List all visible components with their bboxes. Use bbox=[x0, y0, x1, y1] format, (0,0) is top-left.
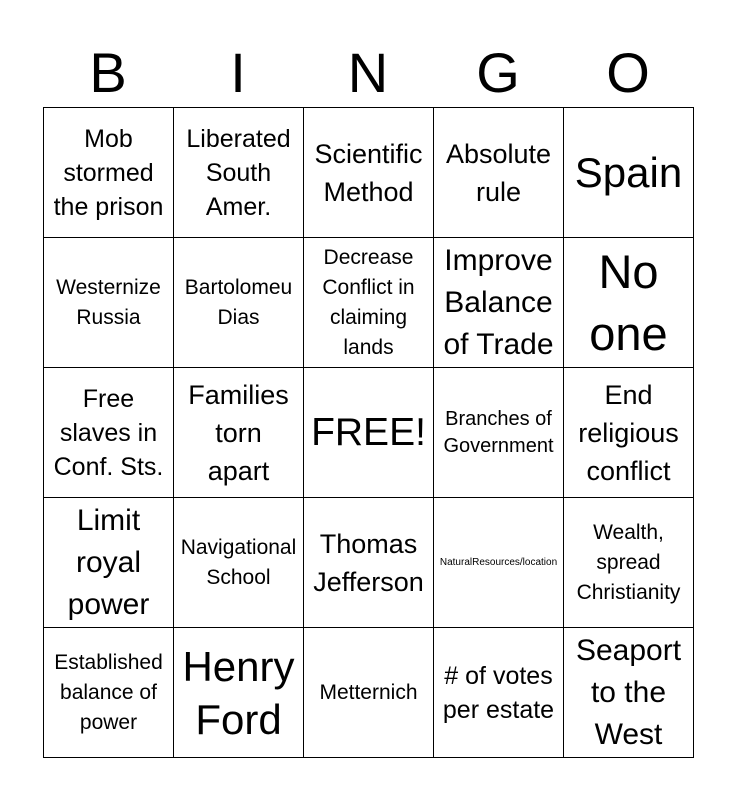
bingo-cell[interactable] bbox=[564, 238, 694, 368]
bingo-cell[interactable] bbox=[304, 108, 434, 238]
cell-text: Conflict in bbox=[322, 275, 415, 299]
cell-text: royal bbox=[75, 545, 142, 579]
cell-text: Free bbox=[82, 384, 135, 413]
cell-text: South bbox=[205, 158, 272, 187]
cell-text: of Trade bbox=[443, 327, 554, 361]
bingo-cell[interactable] bbox=[44, 368, 174, 498]
cell-text: Ford bbox=[195, 695, 282, 743]
bingo-cell[interactable] bbox=[434, 628, 564, 758]
bingo-cell[interactable] bbox=[564, 628, 694, 758]
cell-text: the prison bbox=[53, 192, 164, 221]
cell-text: Christianity bbox=[576, 580, 681, 604]
bingo-cell[interactable] bbox=[434, 498, 564, 628]
bingo-cell[interactable] bbox=[174, 238, 304, 368]
cell-text: Bartolomeu bbox=[184, 275, 293, 299]
cell-text: torn bbox=[215, 417, 262, 448]
cell-text: Wealth, bbox=[593, 520, 664, 544]
bingo-cell[interactable] bbox=[434, 238, 564, 368]
cell-text: Balance bbox=[444, 285, 553, 319]
cell-text: Government bbox=[443, 434, 554, 457]
cell-text: stormed bbox=[63, 158, 154, 187]
cell-text: Henry bbox=[182, 642, 295, 690]
cell-text: one bbox=[589, 306, 668, 360]
cell-text: claiming bbox=[329, 305, 407, 329]
header-letter-i: I bbox=[230, 41, 246, 104]
bingo-cell[interactable] bbox=[174, 108, 304, 238]
cell-text: to the bbox=[590, 675, 667, 709]
cell-text: Spain bbox=[574, 149, 683, 196]
cell-text: slaves in bbox=[59, 418, 158, 447]
free-space-cell[interactable] bbox=[304, 368, 434, 498]
header-letter-g: G bbox=[476, 41, 520, 104]
bingo-cell[interactable] bbox=[174, 368, 304, 498]
cell-text: Metternich bbox=[319, 680, 418, 704]
cell-text: Decrease bbox=[323, 245, 414, 269]
bingo-cell[interactable] bbox=[564, 498, 694, 628]
bingo-cell[interactable] bbox=[174, 498, 304, 628]
cell-text: religious bbox=[578, 417, 679, 448]
cell-text: Dias bbox=[217, 305, 260, 329]
free-space-label: FREE! bbox=[311, 410, 426, 454]
header-letter-b: B bbox=[89, 41, 127, 104]
cell-text: Established bbox=[54, 650, 163, 674]
bingo-cell[interactable] bbox=[44, 628, 174, 758]
cell-text: Amer. bbox=[205, 192, 272, 221]
cell-text: West bbox=[594, 717, 663, 751]
cell-text: per estate bbox=[442, 695, 555, 724]
cell-text: Liberated bbox=[186, 124, 291, 153]
cell-text: balance of bbox=[60, 680, 157, 704]
cell-text: School bbox=[206, 565, 271, 589]
cell-text: Jefferson bbox=[313, 566, 424, 597]
cell-text: Navigational bbox=[180, 535, 297, 559]
cell-text: apart bbox=[207, 455, 270, 486]
cell-text: Absolute bbox=[445, 138, 552, 169]
bingo-cell[interactable] bbox=[434, 108, 564, 238]
bingo-cell[interactable] bbox=[564, 108, 694, 238]
cell-text: Thomas bbox=[319, 528, 418, 559]
bingo-grid bbox=[43, 107, 694, 758]
bingo-cell[interactable] bbox=[434, 368, 564, 498]
bingo-cell[interactable] bbox=[564, 368, 694, 498]
cell-text: Mob bbox=[84, 124, 133, 153]
bingo-cell[interactable] bbox=[304, 238, 434, 368]
cell-text: NaturalResources/location bbox=[439, 556, 558, 568]
cell-text: No bbox=[598, 244, 659, 298]
bingo-cell[interactable] bbox=[44, 108, 174, 238]
cell-text: Seaport bbox=[575, 633, 682, 667]
cell-text: # of votes bbox=[444, 661, 553, 690]
cell-text: End bbox=[604, 379, 653, 410]
cell-text: spread bbox=[596, 550, 661, 574]
cell-text: Conf. Sts. bbox=[53, 452, 164, 481]
cell-text: Russia bbox=[76, 305, 141, 329]
cell-text: power bbox=[67, 587, 150, 621]
header-letter-n: N bbox=[347, 41, 389, 104]
cell-text: Scientific bbox=[314, 138, 423, 169]
bingo-header bbox=[43, 40, 693, 106]
bingo-cell[interactable] bbox=[304, 628, 434, 758]
header-letter-o: O bbox=[606, 41, 650, 104]
cell-text: Westernize bbox=[56, 275, 161, 299]
cell-text: Method bbox=[323, 176, 414, 207]
cell-text: Limit bbox=[76, 503, 141, 537]
bingo-cell[interactable] bbox=[174, 628, 304, 758]
cell-text: conflict bbox=[586, 455, 671, 486]
cell-text: Improve bbox=[444, 243, 553, 277]
cell-text: Branches of bbox=[445, 407, 552, 430]
cell-text: rule bbox=[475, 176, 521, 207]
cell-text: Families bbox=[188, 379, 289, 410]
bingo-cell[interactable] bbox=[44, 498, 174, 628]
bingo-cell[interactable] bbox=[44, 238, 174, 368]
bingo-cell[interactable] bbox=[304, 498, 434, 628]
cell-text: power bbox=[79, 710, 138, 734]
cell-text: lands bbox=[343, 335, 394, 359]
